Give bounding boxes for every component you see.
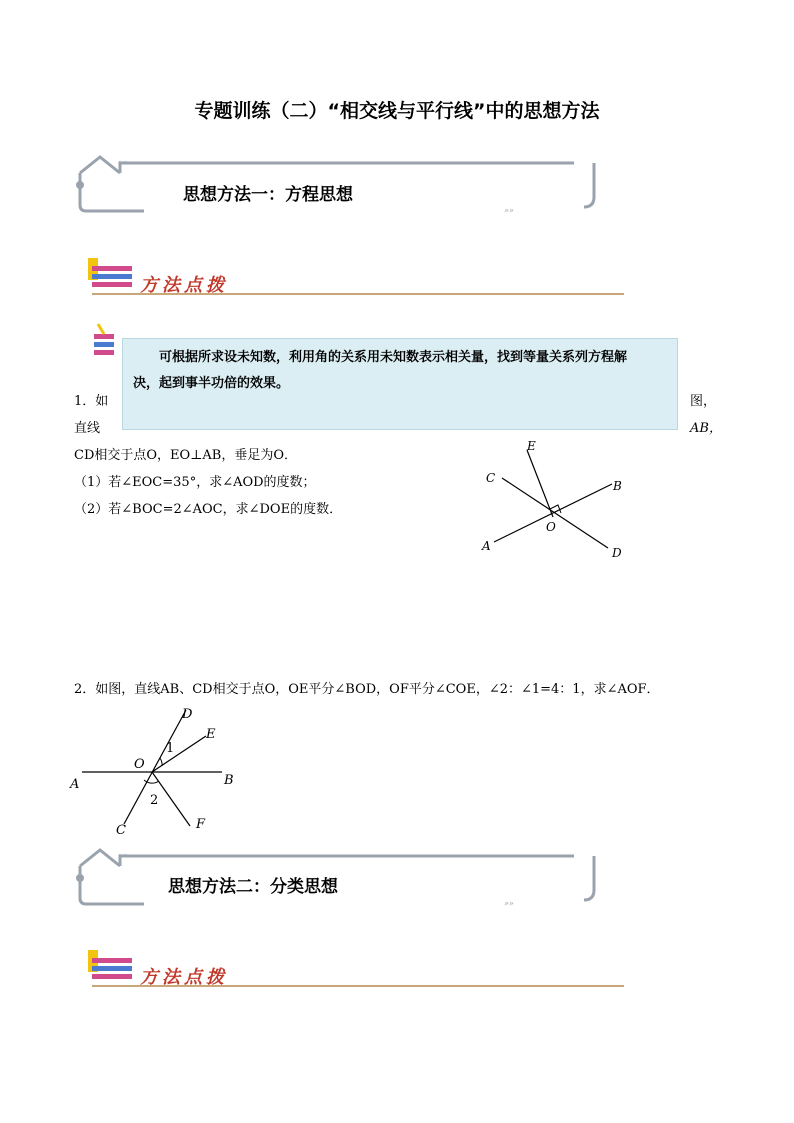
problem1-right-word: 图， [690, 394, 717, 409]
figure-2 [64, 700, 244, 840]
figure-1 [470, 432, 630, 567]
label-C: C [486, 471, 496, 485]
label-A: A [482, 539, 491, 553]
label-E: E [527, 439, 536, 453]
tip-label-2: 方法点拨 [140, 967, 228, 988]
section-heading-1: 思想方法一：方程思想 [183, 185, 353, 205]
section-frame-2 [74, 846, 604, 908]
label-1: 1 [166, 741, 175, 756]
problem1-number: 1．如 [74, 394, 109, 409]
note-box [122, 338, 678, 430]
tip-label-1: 方法点拨 [140, 275, 228, 296]
note-line-1: 可根据所求设未知数，利用角的关系用未知数表示相关量，找到等量关系列方程解 [159, 350, 628, 365]
problem1-line2-left: 直线 [74, 421, 101, 436]
label-F: F [196, 817, 206, 832]
problem2-statement: 2．如图，直线AB、CD相交于点O，OE平分∠BOD，OF平分∠COE，∠2：∠1=4：1，求∠AOF． [74, 682, 660, 697]
label-A: A [70, 777, 80, 792]
label-C: C [116, 823, 126, 838]
problem1-question-1: （1）若∠EOC=35°，求∠AOD的度数； [74, 475, 316, 490]
note-line-2: 决，起到事半功倍的效果。 [133, 376, 290, 391]
svg-text:»»: »» [504, 206, 514, 215]
page-title: 专题训练（二）“相交线与平行线”中的思想方法 [194, 100, 600, 122]
svg-text:»»: »» [118, 158, 128, 167]
svg-text:»»: »» [118, 851, 128, 860]
label-O: O [134, 757, 145, 772]
book-icon [88, 322, 122, 362]
label-B: B [613, 479, 622, 493]
label-D: D [182, 707, 193, 722]
ray-OE [527, 450, 553, 517]
label-2: 2 [150, 793, 159, 808]
label-B: B [224, 773, 234, 788]
section-heading-2: 思想方法二：分类思想 [168, 877, 338, 897]
svg-text:»»: »» [504, 899, 514, 908]
line-CD [502, 478, 608, 548]
problem1-question-2: （2）若∠BOC=2∠AOC，求∠DOE的度数． [74, 502, 343, 517]
problem1-line2-right: AB， [690, 421, 722, 436]
problem1-statement: CD相交于点O，EO⊥AB，垂足为O． [74, 448, 297, 463]
label-D: D [612, 546, 622, 560]
label-E: E [206, 727, 216, 742]
label-O: O [546, 520, 556, 534]
angle-1-arc [160, 758, 162, 766]
ray-OE [152, 736, 206, 772]
